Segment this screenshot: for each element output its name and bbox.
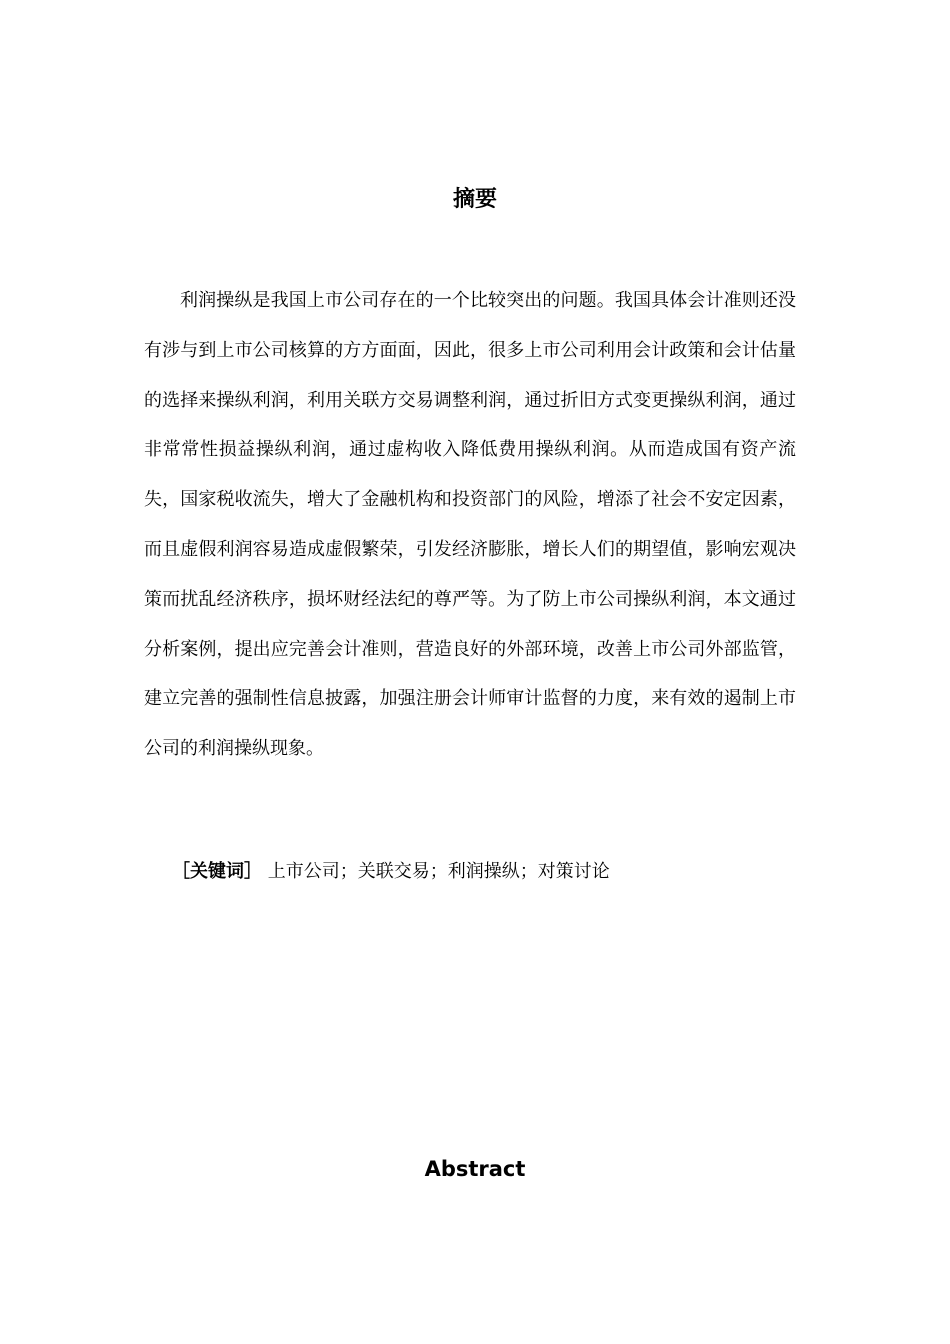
abstract-title-cn: 摘要: [452, 187, 497, 212]
keywords-label: ［关键词］: [172, 861, 262, 882]
keywords-line: [172, 852, 610, 892]
abstract-body-cn: 利润操纵是我国上市公司存在的一个比较突出的问题。我国具体会计准则还没有涉与到上市公司核算的方方面面，因此，很多上市公司利用会计政策和会计估量的选择来操纵利润，利用关联方交易调整利润，通过折旧方式变更操纵利润，通过非常常性损益操纵利润，通过虚构收入降低费用操纵利润。从而造成国有资产流失，国家税收流失，增大了金融机构和投资部门的风险，增添了社会不安定因素，而且虚假利润容易造成虚假繁荣，引发经济膨胀，增长人们的期望值，影响宏观决策而扰乱经济秩序，损坏财经法纪的尊严等。为了防上市公司操纵利润，本文通过分析案例，提出应完善会计准则，营造良好的外部环境，改善上市公司外部监管，建立完善的强制性信息披露，加强注册会计师审计监督的力度，来有效的遏制上市公司的利润操纵现象。: [144, 290, 796, 760]
keywords-text: 上市公司；关联交易；利润操纵；对策讨论: [267, 861, 610, 882]
abstract-title-en: Abstract: [424, 1157, 526, 1181]
